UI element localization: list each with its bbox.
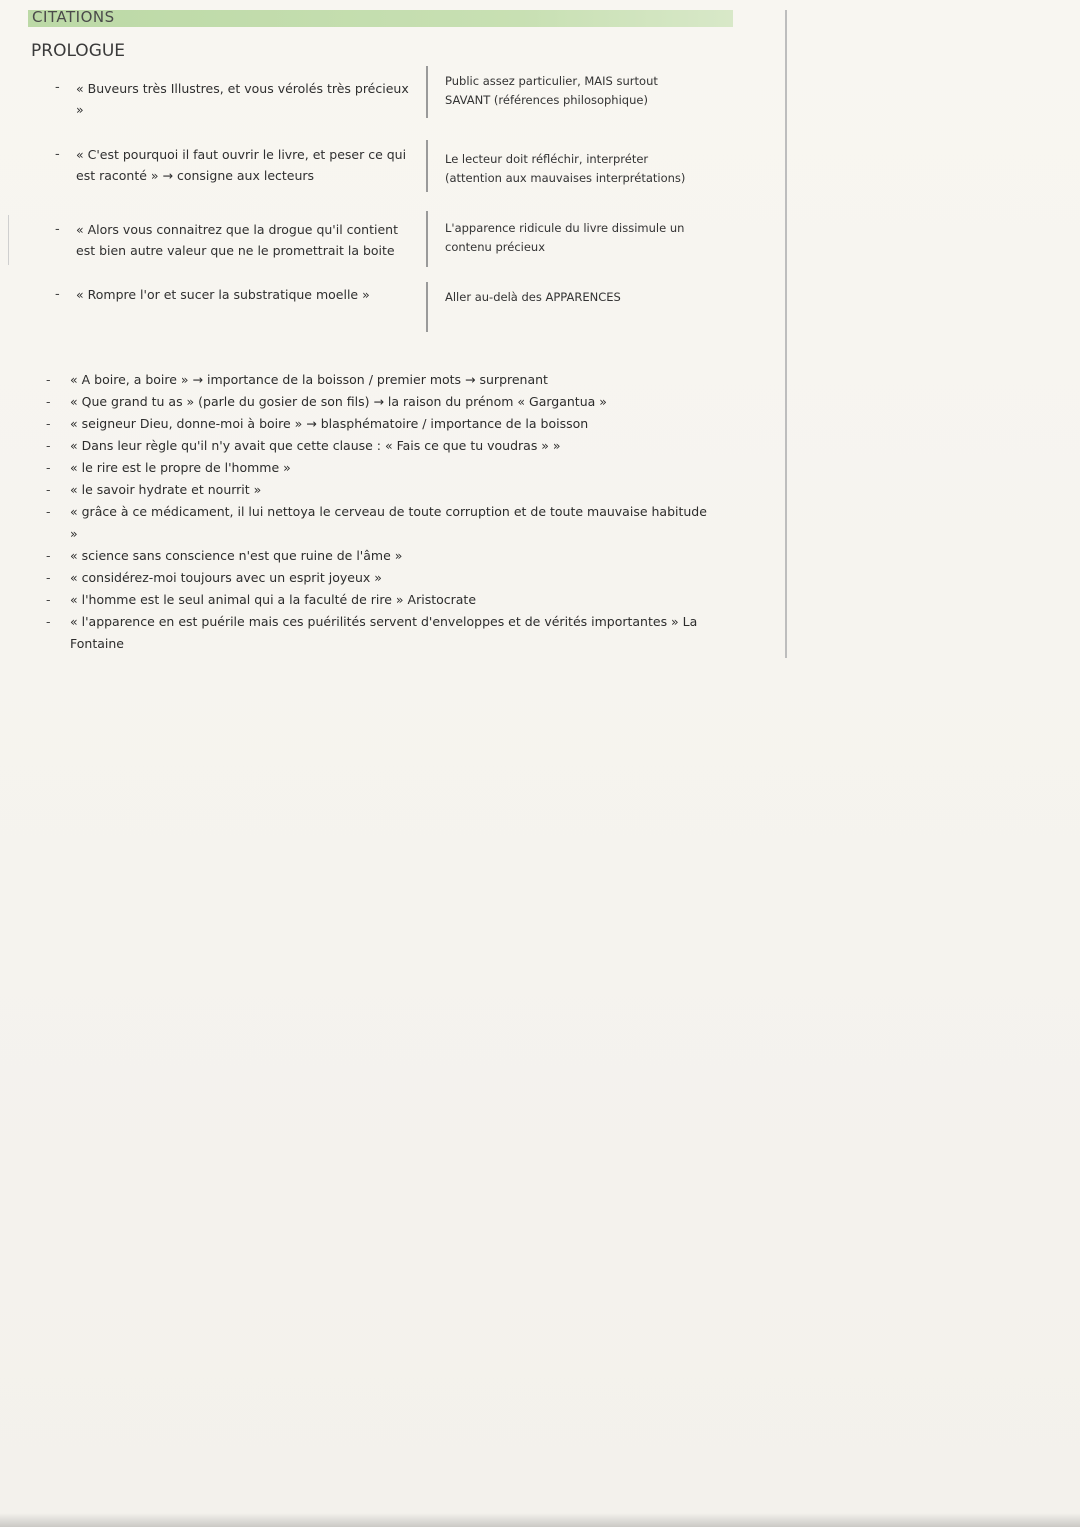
quote-text: « C'est pourquoi il faut ouvrir le livre, et peser ce qui est raconté » → consigne aux lecteurs	[76, 147, 407, 183]
bullet-dash: -	[46, 416, 51, 431]
page-frame-right-border	[785, 10, 787, 658]
quote-note: Public assez particulier, MAIS surtout SAVANT (références philosophique)	[445, 74, 658, 107]
list-item	[0, 545, 780, 567]
list-item-text: « Dans leur règle qu'il n'y avait que cette clause : « Fais ce que tu voudras » »	[70, 438, 561, 453]
bullet-dash: -	[46, 438, 51, 453]
list-item-text: « grâce à ce médicament, il lui nettoya le cerveau de toute corruption et de toute mauvaise habitude »	[70, 504, 707, 541]
list-item	[0, 479, 780, 501]
list-item	[0, 391, 780, 413]
bullet-dash: -	[46, 394, 51, 409]
bullet-dash: -	[55, 147, 60, 162]
bullet-dash: -	[55, 80, 60, 95]
list-item-text: « considérez-moi toujours avec un esprit joyeux »	[70, 570, 382, 585]
quote-note: L'apparence ridicule du livre dissimule un contenu précieux	[445, 221, 685, 254]
citation-list	[0, 369, 780, 655]
page-frame-left-border	[8, 215, 9, 265]
page-header-title: CITATIONS	[32, 8, 115, 26]
quote-separator	[426, 211, 428, 267]
quote-separator	[426, 282, 428, 332]
page-bottom-shadow	[0, 1513, 1080, 1527]
list-item-text: « science sans conscience n'est que ruine de l'âme »	[70, 548, 403, 563]
list-item-text: « l'homme est le seul animal qui a la faculté de rire » Aristocrate	[70, 592, 477, 607]
quote-separator	[426, 66, 428, 118]
quote-text: « Buveurs très Illustres, et vous vérolés très précieux »	[76, 81, 409, 117]
list-item	[0, 435, 780, 457]
bullet-dash: -	[46, 592, 51, 607]
bullet-dash: -	[55, 287, 60, 302]
bullet-dash: -	[46, 482, 51, 497]
list-item-text: « Que grand tu as » (parle du gosier de son fils) → la raison du prénom « Gargantua »	[70, 394, 607, 409]
list-item-text: « le savoir hydrate et nourrit »	[70, 482, 262, 497]
list-item-text: « A boire, a boire » → importance de la boisson / premier mots → surprenant	[70, 372, 548, 387]
list-item	[0, 611, 780, 655]
header-highlight-bar	[28, 10, 733, 27]
bullet-dash: -	[46, 504, 51, 519]
bullet-dash: -	[46, 372, 51, 387]
bullet-dash: -	[46, 460, 51, 475]
list-item	[0, 567, 780, 589]
quote-note: Aller au-delà des APPARENCES	[445, 290, 621, 304]
list-item	[0, 413, 780, 435]
bullet-dash: -	[46, 614, 51, 629]
quote-separator	[426, 140, 428, 192]
list-item-text: « l'apparence en est puérile mais ces puérilités servent d'enveloppes et de vérités importantes » La Fontaine	[70, 614, 698, 651]
bullet-dash: -	[55, 222, 60, 237]
list-item	[0, 369, 780, 391]
bullet-dash: -	[46, 570, 51, 585]
list-item-text: « seigneur Dieu, donne-moi à boire » → blasphématoire / importance de la boisson	[70, 416, 589, 431]
list-item	[0, 589, 780, 611]
quote-note: Le lecteur doit réfléchir, interpréter (attention aux mauvaises interprétations)	[445, 152, 686, 185]
bullet-dash: -	[46, 548, 51, 563]
quote-text: « Alors vous connaitrez que la drogue qu'il contient est bien autre valeur que ne le promettrait la boite	[76, 222, 398, 258]
quote-text: « Rompre l'or et sucer la substratique moelle »	[76, 287, 370, 302]
list-item-text: « le rire est le propre de l'homme »	[70, 460, 291, 475]
section-title: PROLOGUE	[31, 41, 126, 61]
list-item	[0, 457, 780, 479]
list-item	[0, 501, 780, 545]
